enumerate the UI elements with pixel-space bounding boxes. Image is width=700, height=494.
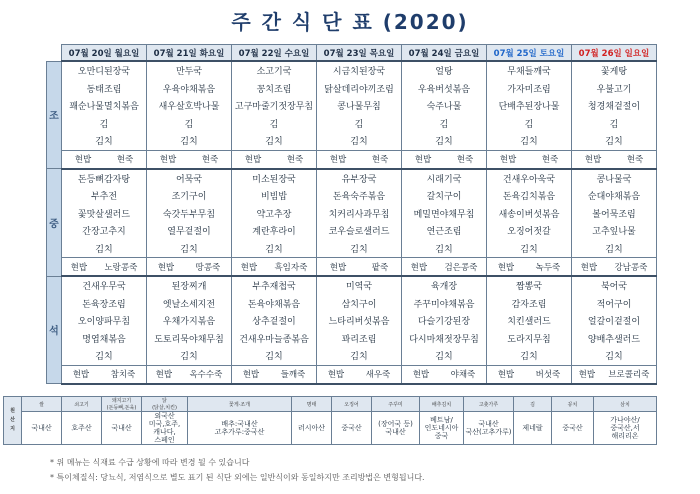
porridge-label: 현죽 [371, 155, 389, 165]
origin-country: 국내산 [102, 412, 142, 445]
rice-porridge-cell [402, 150, 487, 169]
rice-porridge-row [47, 365, 657, 384]
dish-cell: 감자조림 [487, 295, 572, 313]
dish-cell: 열무겉절이 [147, 222, 232, 240]
origin-country: 러시아산 [292, 412, 332, 445]
rice-label: 현밥 [74, 155, 92, 165]
dish-cell: 김치 [147, 347, 232, 365]
dish-cell: 적어구이 [572, 295, 657, 313]
day-header: 07월 20일 월요일 [62, 45, 147, 62]
dish-cell: 김치 [147, 132, 232, 150]
dish-cell: 건새우아욱국 [487, 169, 572, 188]
dish-cell: 김치 [317, 240, 402, 258]
dish-cell: 유부장국 [317, 169, 402, 188]
dish-cell: 콩나물무침 [317, 97, 402, 115]
rice-label: 현밥 [412, 370, 430, 380]
dish-cell: 김치 [487, 132, 572, 150]
rice-porridge-cell [62, 150, 147, 169]
porridge-label: 현죽 [626, 155, 644, 165]
menu-row [47, 312, 657, 330]
dish-cell: 약고추장 [232, 205, 317, 223]
dish-cell: 도토리묵야채무침 [147, 330, 232, 348]
porridge-label: 검은콩죽 [444, 262, 478, 273]
rice-label: 현밥 [72, 370, 90, 380]
weekly-menu-table [46, 44, 656, 385]
porridge-label: 팥죽 [371, 262, 389, 273]
dish-cell: 삼치구이 [317, 295, 402, 313]
dish-cell: 오이양파무침 [62, 312, 147, 330]
dish-cell: 꽃맛살샐러드 [62, 205, 147, 223]
porridge-label: 현죽 [116, 155, 134, 165]
dish-cell: 김치 [572, 240, 657, 258]
origin-table [3, 396, 657, 445]
dish-cell: 명엽채볶음 [62, 330, 147, 348]
porridge-label: 노랑콩죽 [104, 262, 138, 273]
dish-cell: 건새우마늘종볶음 [232, 330, 317, 348]
rice-porridge-cell [487, 150, 572, 169]
dish-cell: 순대야채볶음 [572, 187, 657, 205]
note-line: * 특이체질식: 당뇨식, 저염식으로 별도 표기 된 식단 외에는 일반식이와 동일하지만 조리방법은 변형됩니다. [50, 473, 425, 482]
dish-cell: 부추전 [62, 187, 147, 205]
dish-cell: 우채가지볶음 [147, 312, 232, 330]
dish-cell: 볼어묵조림 [572, 205, 657, 223]
dish-cell: 계란후라이 [232, 222, 317, 240]
rice-label: 현밥 [244, 155, 262, 165]
dish-cell: 엣날소세지전 [147, 295, 232, 313]
rice-label: 현밥 [329, 262, 347, 273]
dish-cell: 갈치구이 [402, 187, 487, 205]
menu-row [47, 169, 657, 188]
dish-cell: 숙갓두부무침 [147, 205, 232, 223]
rice-label: 현밥 [70, 262, 88, 273]
menu-row [47, 97, 657, 115]
origin-header-row [4, 397, 657, 412]
origin-country: 배추:국내산 고추가루:중국산 [188, 412, 292, 445]
origin-ingredient: 닭 (닭살,치킨) [142, 397, 188, 412]
dish-cell: 숙주나물 [402, 97, 487, 115]
day-header-saturday: 07월 25일 토요일 [487, 45, 572, 62]
dish-cell: 새송이버섯볶음 [487, 205, 572, 223]
menu-row [47, 276, 657, 295]
origin-ingredient: 주꾸미 [372, 397, 420, 412]
dish-cell: 연근조림 [402, 222, 487, 240]
origin-value-row [4, 412, 657, 445]
dish-cell: 돈등뼈감자탕 [62, 169, 147, 188]
porridge-label: 새우죽 [365, 370, 391, 380]
dish-cell: 시래기국 [402, 169, 487, 188]
dish-cell: 김치 [62, 347, 147, 365]
dish-cell: 무채들깨국 [487, 61, 572, 80]
origin-ingredient: 배추김치 [420, 397, 464, 412]
origin-country: 국내산 [22, 412, 62, 445]
dish-cell: 김치 [232, 132, 317, 150]
porridge-label: 현죽 [286, 155, 304, 165]
dish-cell: 김치 [147, 240, 232, 258]
rice-porridge-cell [572, 150, 657, 169]
dish-cell: 김치 [572, 132, 657, 150]
rice-porridge-cell [147, 258, 232, 277]
dish-cell: 청경채겉절이 [572, 97, 657, 115]
meal-label: 조 [47, 61, 62, 169]
dish-cell: 김 [147, 115, 232, 133]
dish-cell: 김치 [232, 240, 317, 258]
dish-cell: 얼탕 [402, 61, 487, 80]
rice-porridge-cell [317, 258, 402, 277]
menu-row [47, 80, 657, 98]
dish-cell: 만두국 [147, 61, 232, 80]
dish-cell: 소고기국 [232, 61, 317, 80]
dish-cell: 꽤순나물멸치볶음 [62, 97, 147, 115]
dish-cell: 새우살호박나물 [147, 97, 232, 115]
dish-cell: 비빔밥 [232, 187, 317, 205]
dish-cell: 미역국 [317, 276, 402, 295]
dish-cell: 도라지무침 [487, 330, 572, 348]
menu-row [47, 240, 657, 258]
dish-cell: 코우슬로샐러드 [317, 222, 402, 240]
rice-label: 현밥 [159, 155, 177, 165]
dish-cell: 돈육김치볶음 [487, 187, 572, 205]
rice-porridge-cell [487, 258, 572, 277]
dish-cell: 다시마채젓장무침 [402, 330, 487, 348]
dish-cell: 메밀면야채무침 [402, 205, 487, 223]
origin-country: 중국산 [332, 412, 372, 445]
meal-label: 중 [47, 169, 62, 277]
dish-cell: 김치 [62, 132, 147, 150]
corner-cell [47, 45, 62, 62]
dish-cell: 간장고추지 [62, 222, 147, 240]
rice-porridge-cell [402, 258, 487, 277]
dish-cell: 꽁치조림 [232, 80, 317, 98]
dish-cell: 우불고기 [572, 80, 657, 98]
dish-cell: 다슬기강된장 [402, 312, 487, 330]
rice-porridge-cell [147, 150, 232, 169]
origin-ingredient: 삼치 [594, 397, 657, 412]
origin-country: 제네랄 [514, 412, 552, 445]
dish-cell: 김치 [317, 347, 402, 365]
origin-country: 국내산 국산(고추가루) [464, 412, 514, 445]
dish-cell: 김치 [572, 347, 657, 365]
rice-porridge-cell [232, 365, 317, 384]
rice-porridge-cell [147, 365, 232, 384]
menu-row [47, 61, 657, 80]
dish-cell: 오만디된장국 [62, 61, 147, 80]
dish-cell: 김치 [402, 132, 487, 150]
dish-cell: 부추재첩국 [232, 276, 317, 295]
dish-cell: 김 [62, 115, 147, 133]
origin-country: 중국산 [552, 412, 594, 445]
porridge-label: 참치죽 [110, 370, 136, 380]
dish-cell: 김 [232, 115, 317, 133]
dish-cell: 양배추샐러드 [572, 330, 657, 348]
origin-ingredient: 김 [514, 397, 552, 412]
rice-porridge-cell [62, 365, 147, 384]
day-header: 07월 21일 화요일 [147, 45, 232, 62]
menu-row [47, 115, 657, 133]
dish-cell: 가자미조림 [487, 80, 572, 98]
porridge-label: 강남콩죽 [614, 262, 648, 273]
rice-porridge-cell [232, 258, 317, 277]
origin-country: 호주산 [62, 412, 102, 445]
dish-cell: 동태조림 [62, 80, 147, 98]
day-header-row [47, 45, 657, 62]
rice-label: 현밥 [584, 155, 602, 165]
origin-ingredient: 쌀 [22, 397, 62, 412]
dish-cell: 김치 [62, 240, 147, 258]
rice-label: 현밥 [157, 262, 175, 273]
dish-cell: 김치 [402, 240, 487, 258]
origin-country: (장어국 등) 국내산 [372, 412, 420, 445]
origin-ingredient: 꽃게·조개 [188, 397, 292, 412]
origin-country: 가나야산/ 중국산,서 해리리온 [594, 412, 657, 445]
porridge-label: 흑임자죽 [274, 262, 308, 273]
menu-row [47, 132, 657, 150]
day-header: 07월 24일 금요일 [402, 45, 487, 62]
dish-cell: 된장찌개 [147, 276, 232, 295]
porridge-label: 옥수수죽 [189, 370, 223, 380]
dish-cell: 김치 [487, 240, 572, 258]
rice-porridge-cell [232, 150, 317, 169]
day-header: 07월 23일 목요일 [317, 45, 402, 62]
dish-cell: 주꾸미야채볶음 [402, 295, 487, 313]
dish-cell: 미소된장국 [232, 169, 317, 188]
porridge-label: 버섯죽 [535, 370, 561, 380]
rice-porridge-cell [572, 365, 657, 384]
dish-cell: 단배추된장나물 [487, 97, 572, 115]
porridge-label: 현죽 [201, 155, 219, 165]
rice-label: 현밥 [329, 155, 347, 165]
dish-cell: 김치 [402, 347, 487, 365]
dish-cell: 돈육장조림 [62, 295, 147, 313]
porridge-label: 현죽 [456, 155, 474, 165]
origin-ingredient: 돼지고기 (돈등뼈,돈육) [102, 397, 142, 412]
dish-cell: 치커리사과무침 [317, 205, 402, 223]
rice-label: 현밥 [497, 370, 515, 380]
rice-label: 현밥 [327, 370, 345, 380]
dish-cell: 육개장 [402, 276, 487, 295]
porridge-label: 현죽 [541, 155, 559, 165]
origin-ingredient: 고춧가루 [464, 397, 514, 412]
page-title: 주 간 식 단 표 (2020) [231, 10, 469, 34]
origin-ingredient: 오징어 [332, 397, 372, 412]
note-line: * 위 메뉴는 식재료 수급 상황에 따라 변경 될 수 있습니다 [50, 458, 250, 467]
dish-cell: 시금치된장국 [317, 61, 402, 80]
dish-cell: 돈육숙주볶음 [317, 187, 402, 205]
dish-cell: 닭살데리야끼조림 [317, 80, 402, 98]
rice-porridge-row [47, 150, 657, 169]
rice-porridge-cell [62, 258, 147, 277]
porridge-label: 들깨죽 [280, 370, 306, 380]
dish-cell: 김치 [232, 347, 317, 365]
rice-label: 현밥 [242, 370, 260, 380]
dish-cell: 우육야채볶음 [147, 80, 232, 98]
dish-cell: 어묵국 [147, 169, 232, 188]
dish-cell: 김 [402, 115, 487, 133]
dish-cell: 우육버섯볶음 [402, 80, 487, 98]
rice-porridge-cell [317, 365, 402, 384]
dish-cell: 김 [487, 115, 572, 133]
dish-cell: 꽃게탕 [572, 61, 657, 80]
rice-porridge-cell [572, 258, 657, 277]
dish-cell: 오징어젓갈 [487, 222, 572, 240]
rice-label: 현밥 [580, 262, 598, 273]
day-header: 07월 22일 수요일 [232, 45, 317, 62]
rice-label: 현밥 [240, 262, 258, 273]
menu-row [47, 222, 657, 240]
dish-cell: 고추잎나물 [572, 222, 657, 240]
dish-cell: 건새우무국 [62, 276, 147, 295]
rice-label: 현밥 [578, 370, 596, 380]
dish-cell: 상추겉절이 [232, 312, 317, 330]
rice-label: 현밥 [414, 155, 432, 165]
menu-row [47, 330, 657, 348]
dish-cell: 김치 [317, 132, 402, 150]
meal-label: 석 [47, 276, 62, 384]
dish-cell: 김치 [487, 347, 572, 365]
porridge-label: 야채죽 [450, 370, 476, 380]
rice-porridge-cell [402, 365, 487, 384]
porridge-label: 녹두죽 [535, 262, 561, 273]
dish-cell: 느타리버섯볶음 [317, 312, 402, 330]
rice-porridge-cell [317, 150, 402, 169]
menu-row [47, 187, 657, 205]
porridge-label: 땅콩죽 [195, 262, 221, 273]
origin-ingredient: 쇠고기 [62, 397, 102, 412]
dish-cell: 돈육야채볶음 [232, 295, 317, 313]
menu-row [47, 205, 657, 223]
dish-cell: 꽈리조림 [317, 330, 402, 348]
day-header-sunday: 07월 26일 일요일 [572, 45, 657, 62]
origin-ingredient: 명태 [292, 397, 332, 412]
dish-cell: 김 [317, 115, 402, 133]
dish-cell: 치킨샐러드 [487, 312, 572, 330]
dish-cell: 짬뽕국 [487, 276, 572, 295]
rice-label: 현밥 [497, 262, 515, 273]
origin-label: 원 산 지 [4, 397, 22, 445]
porridge-label: 브로콜리죽 [608, 370, 650, 380]
rice-porridge-cell [487, 365, 572, 384]
dish-cell: 고구마줄기젓장무침 [232, 97, 317, 115]
menu-row [47, 347, 657, 365]
origin-ingredient: 꽁치 [552, 397, 594, 412]
origin-country: 베트남/ 인도네시아 중국 [420, 412, 464, 445]
rice-label: 현밥 [499, 155, 517, 165]
dish-cell: 얼갈이겉절이 [572, 312, 657, 330]
dish-cell: 북어국 [572, 276, 657, 295]
dish-cell: 콩나물국 [572, 169, 657, 188]
rice-porridge-row [47, 258, 657, 277]
menu-row [47, 295, 657, 313]
origin-country: 외국산 미국,호주, 캐나다, 스페인 [142, 412, 188, 445]
dish-cell: 조기구이 [147, 187, 232, 205]
rice-label: 현밥 [155, 370, 173, 380]
dish-cell: 김 [572, 115, 657, 133]
rice-label: 현밥 [410, 262, 428, 273]
